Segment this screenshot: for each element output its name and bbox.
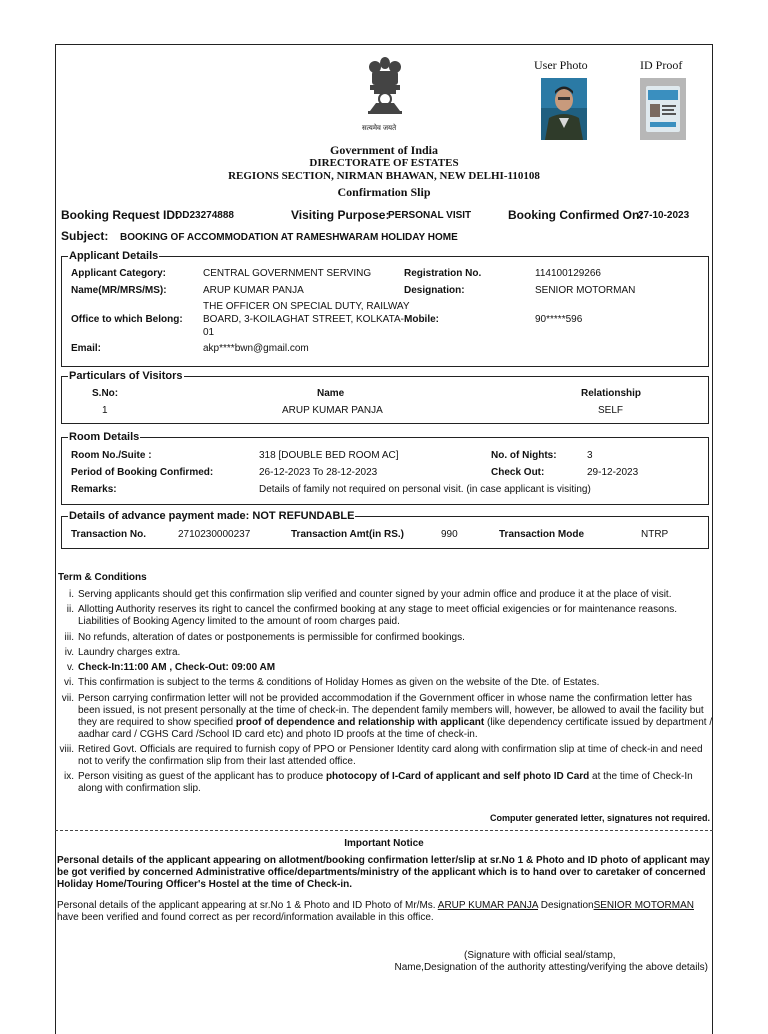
remarks-label: Remarks:: [71, 484, 117, 495]
office-line-3: 01: [203, 327, 215, 338]
notice-paragraph: Personal details of the applicant appearing at sr.No 1 & Photo and ID Photo of Mr/Ms. ARUP KUMAR PANJA DesignationSENIOR MOTORMAN have been verified and found correct as per record/information available in this office.: [57, 900, 694, 923]
designation-label: Designation:: [404, 285, 465, 296]
visitors-legend: Particulars of Visitors: [69, 370, 183, 382]
transaction-no-label: Transaction No.: [71, 529, 147, 540]
registration-label: Registration No.: [404, 268, 482, 279]
applicant-name: ARUP KUMAR PANJA: [203, 285, 304, 296]
office-line-2: BOARD, 3-KOILAGHAT STREET, KOLKATA-: [203, 314, 404, 325]
transaction-no: 2710230000237: [178, 529, 251, 540]
booking-confirmed-date: 27-10-2023: [638, 210, 690, 221]
mobile-label: Mobile:: [404, 314, 439, 325]
nights-label: No. of Nights:: [491, 450, 557, 461]
transaction-amount-label: Transaction Amt(in RS.): [291, 529, 404, 540]
list-item: ii. Allotting Authority reserves its right to cancel the confirmed booking at any stage to meet official exigencies or for maintenance reasons. Liabilities of Booking Agency limited to the amount of room charges paid.: [66, 604, 678, 628]
computer-generated-note: Computer generated letter, signatures not required.: [489, 813, 710, 823]
subject-label: Subject:: [61, 229, 109, 243]
transaction-amount: 990: [441, 529, 458, 540]
header-government: Government of India: [330, 143, 438, 157]
mobile-number: 90*****596: [535, 314, 583, 325]
period-label: Period of Booking Confirmed:: [71, 467, 214, 478]
list-item: iii. No refunds, alteration of dates or postponements is permissible for confirmed bookings.: [64, 631, 465, 643]
signature-line-1: (Signature with official seal/stamp,: [464, 950, 616, 961]
notice-designation: SENIOR MOTORMAN: [593, 900, 694, 911]
list-item: vi. This confirmation is subject to the terms & conditions of Holiday Homes as given on the website of the Dte. of Estates.: [64, 677, 600, 689]
terms-list: [58, 589, 713, 799]
email-value: akp****bwn@gmail.com: [203, 343, 309, 354]
transaction-mode-label: Transaction Mode: [499, 529, 585, 540]
remarks-value: Details of family not required on personal visit. (in case applicant is visiting): [259, 484, 591, 495]
signature-line-2: Name,Designation of the authority attesting/verifying the above details): [394, 962, 708, 973]
nights-value: 3: [587, 450, 593, 461]
room-label: Room No./Suite :: [71, 450, 152, 461]
national-emblem-icon: [360, 53, 410, 133]
room-details-legend: Room Details: [69, 431, 140, 443]
room-value: 318 [DOUBLE BED ROOM AC]: [259, 450, 399, 461]
divider: [55, 830, 713, 831]
list-item: v. Check-In:11:00 AM , Check-Out: 09:00 AM: [66, 662, 276, 674]
subject-text: BOOKING OF ACCOMMODATION AT RAMESHWARAM HOLIDAY HOME: [120, 232, 458, 243]
applicant-category-label: Applicant Category:: [71, 268, 167, 279]
list-item: ix. Person visiting as guest of the applicant has to produce photocopy of I-Card of applicant and self photo ID Card at the time of Check-In along with confirmation slip.: [64, 771, 693, 795]
registration-number: 114100129266: [535, 268, 601, 279]
office-line-1: THE OFFICER ON SPECIAL DUTY, RAILWAY: [203, 301, 410, 312]
list-item: i. Serving applicants should get this confirmation slip verified and counter signed by your admin office and produce it at the place of visit.: [69, 589, 672, 600]
transaction-mode: NTRP: [641, 529, 669, 540]
terms-title: Term & Conditions: [58, 572, 147, 583]
applicant-category: CENTRAL GOVERNMENT SERVING: [203, 268, 372, 279]
payment-legend: Details of advance payment made: NOT REFUNDABLE: [69, 510, 355, 522]
id-proof-label: ID Proof: [640, 58, 683, 72]
visiting-purpose: PERSONAL VISIT: [388, 210, 472, 221]
user-photo: [541, 78, 587, 140]
list-item: vii. Person carrying confirmation letter will not be provided accommodation if the Government officer in whose name the confirmation letter has been issued, is not present personally at the time of check-in. The dependent family members will, however, be allowed to avail the facility but they are required to show specified proof of dependence and relationship with applicant (like dependency certificate issued by department / aadhar card / CGHS Card /School ID card etc) and photo ID proofs at the time of check-in.: [61, 692, 713, 740]
office-label: Office to which Belong:: [71, 314, 183, 325]
applicant-details-legend: Applicant Details: [69, 250, 159, 262]
page-title: Confirmation Slip: [337, 185, 431, 199]
list-item: viii. Retired Govt. Officials are required to furnish copy of PPO or Pensioner Identity card along with confirmation slip at time of check-in and need not to verify the confirmation slip from their last attended office.: [59, 744, 703, 768]
header-section: REGIONS SECTION, NIRMAN BHAWAN, NEW DELHI-110108: [228, 170, 540, 182]
header-directorate: DIRECTORATE OF ESTATES: [309, 157, 459, 169]
id-proof-photo: [640, 78, 686, 140]
checkout-label: Check Out:: [491, 467, 545, 478]
visitors-relationship-header: Relationship: [581, 388, 642, 399]
notice-title: Important Notice: [344, 838, 424, 849]
user-photo-label: User Photo: [534, 58, 588, 72]
visitors-sno-header: S.No:: [92, 388, 119, 399]
designation: SENIOR MOTORMAN: [535, 285, 636, 296]
notice-applicant-name: ARUP KUMAR PANJA: [437, 900, 538, 911]
booking-confirmed-label: Booking Confirmed On:: [508, 208, 644, 222]
notice-bold-text: Personal details of the applicant appearing on allotment/booking confirmation letter/slip at sr.No 1 & Photo and ID photo of applicant may be got verified by concerned Administrative office/departments/ministry of the applicant which is to hand over to caretaker of concerned Holiday Home/Touring Officer's Hostel at the time of Check-in.: [57, 855, 710, 890]
email-label: Email:: [71, 343, 102, 354]
table-row-relationship: SELF: [598, 405, 624, 416]
booking-request-label: Booking Request ID:: [61, 208, 180, 222]
visitors-name-header: Name: [317, 388, 345, 399]
table-row-sno: 1: [102, 405, 108, 416]
visiting-purpose-label: Visiting Purpose:: [291, 208, 390, 222]
emblem-motto: सत्यमेव जयते: [362, 125, 397, 132]
applicant-name-label: Name(MR/MRS/MS):: [71, 285, 167, 296]
checkout-value: 29-12-2023: [587, 467, 639, 478]
period-value: 26-12-2023 To 28-12-2023: [259, 467, 378, 478]
table-row-name: ARUP KUMAR PANJA: [282, 405, 383, 416]
list-item: iv. Laundry charges extra.: [64, 646, 181, 658]
booking-request-id: DD23274888: [175, 210, 234, 221]
